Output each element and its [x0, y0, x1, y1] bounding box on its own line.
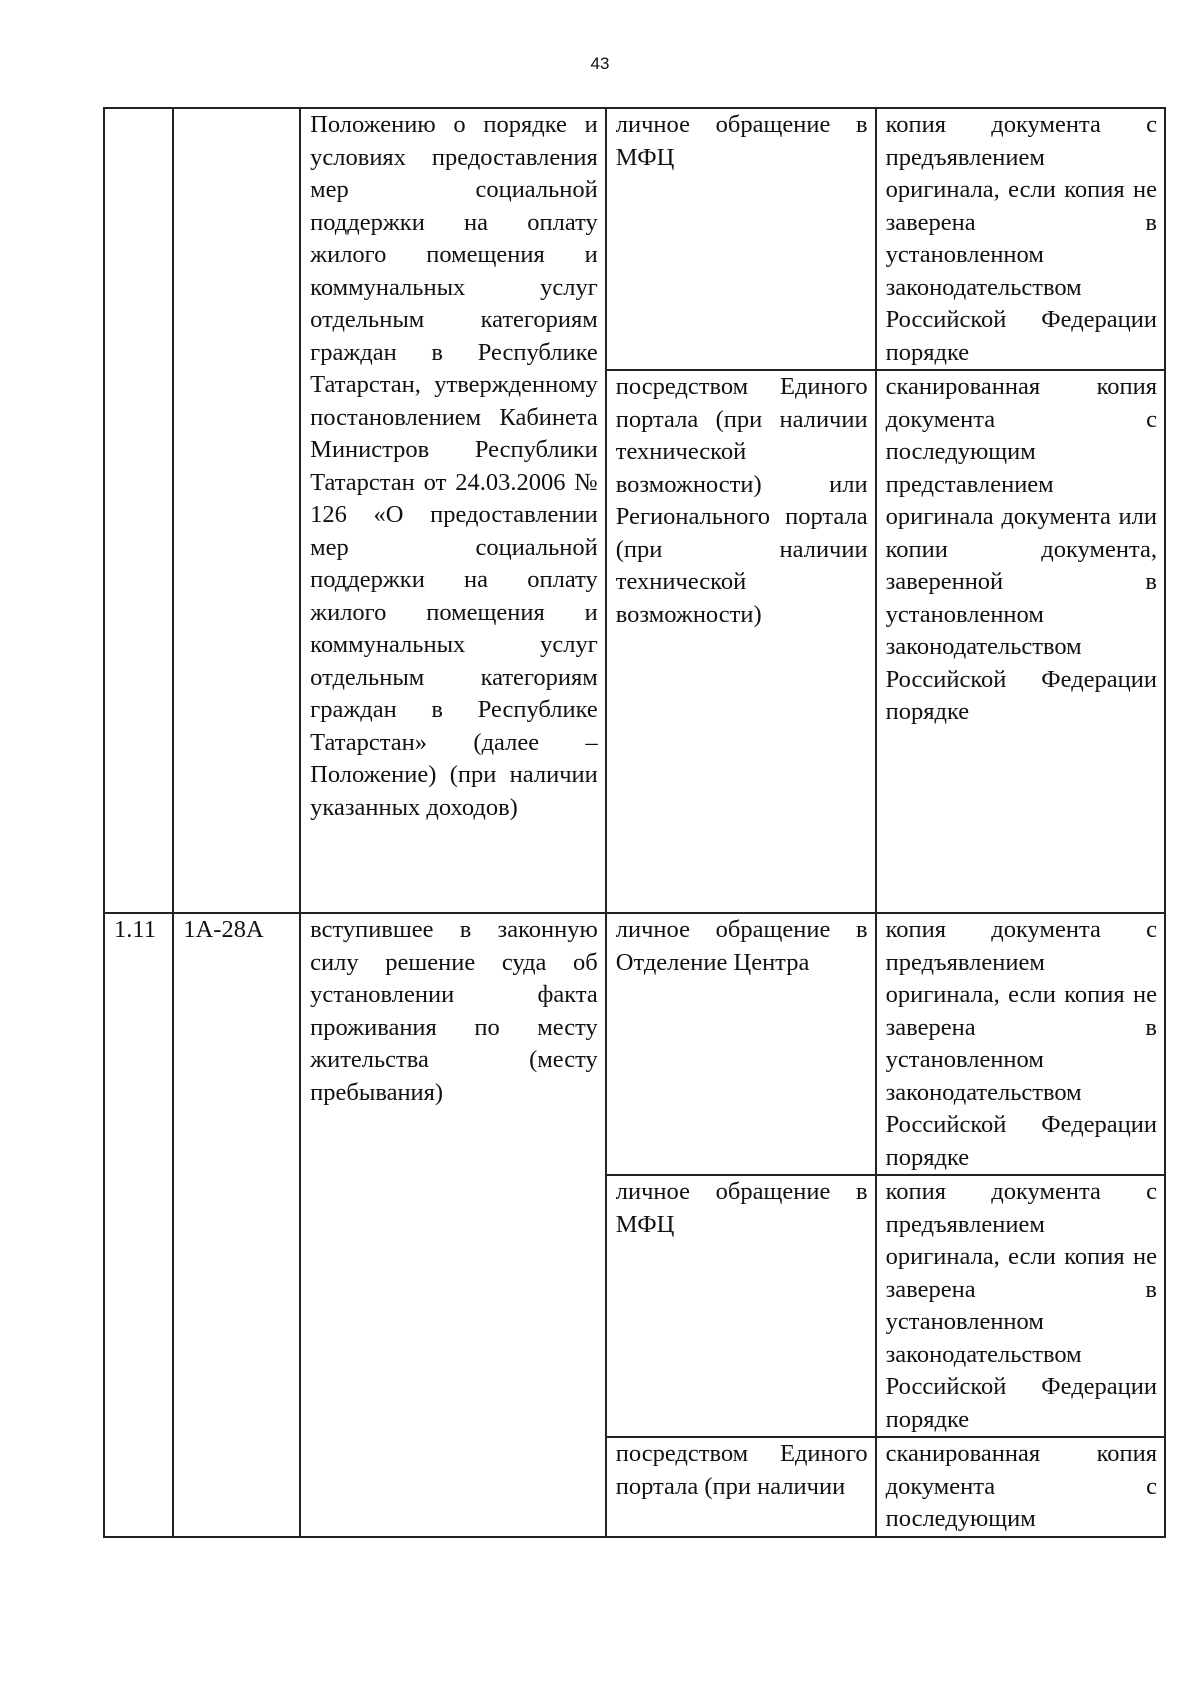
- page-number: 43: [590, 54, 610, 73]
- submission-method-cell: посредством Единого портала (при наличии: [606, 1437, 876, 1537]
- row-code-cell: 1А-28А: [173, 913, 300, 1537]
- row-number-cell: [104, 108, 173, 913]
- document-form-cell: сканированная копия документа с последующим представлением оригинала документа или копии документа, заверенной в установленном законодательством Российской Федерации порядке: [876, 370, 1165, 913]
- table-row: [104, 913, 1165, 1175]
- submission-method-cell: личное обращение в Отделение Центра: [606, 913, 876, 1175]
- row-number-cell: 1.11: [104, 913, 173, 1537]
- document-name-cell: вступившее в законную силу решение суда об установлении факта проживания по месту жительства (месту пребывания): [300, 913, 606, 1537]
- document-form-cell: сканированная копия документа с последующим: [876, 1437, 1165, 1537]
- submission-method-cell: личное обращение в МФЦ: [606, 108, 876, 370]
- documents-table: [103, 107, 1166, 1538]
- submission-method-cell: посредством Единого портала (при наличии технической возможности) или Регионального портала (при наличии технической возможности): [606, 370, 876, 913]
- document-form-cell: копия документа с предъявлением оригинала, если копия не заверена в установленном законодательством Российской Федерации порядке: [876, 1175, 1165, 1437]
- document-form-cell: копия документа с предъявлением оригинала, если копия не заверена в установленном законодательством Российской Федерации порядке: [876, 108, 1165, 370]
- row-code-cell: [173, 108, 300, 913]
- document-form-cell: копия документа с предъявлением оригинала, если копия не заверена в установленном законодательством Российской Федерации порядке: [876, 913, 1165, 1175]
- submission-method-cell: личное обращение в МФЦ: [606, 1175, 876, 1437]
- document-name-cell: Положению о порядке и условиях предоставления мер социальной поддержки на оплату жилого помещения и коммунальных услуг отдельным категориям граждан в Республике Татарстан, утвержденному постановлением Кабинета Министров Республики Татарстан от 24.03.2006 № 126 «О предоставлении мер социальной поддержки на оплату жилого помещения и коммунальных услуг отдельным категориям граждан в Республике Татарстан» (далее – Положение) (при наличии указанных доходов): [300, 108, 606, 913]
- table-row: [104, 108, 1165, 370]
